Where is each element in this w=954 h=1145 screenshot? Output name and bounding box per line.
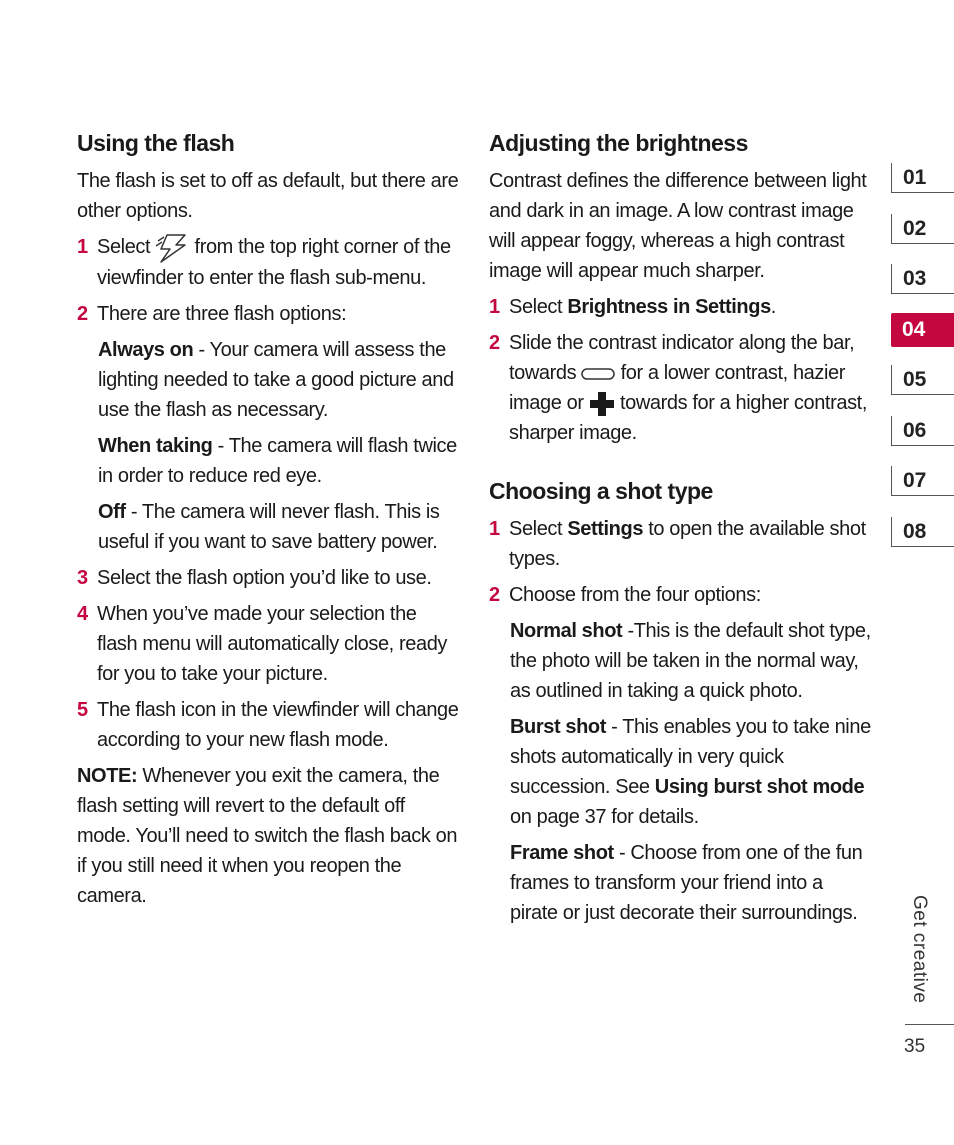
shot-option-normal: Normal shot -This is the default shot type, the photo will be taken in the normal way, as outlined in taking a quick photo. (510, 620, 871, 702)
brightness-step-1: 1 Select Brightness in Settings. (489, 292, 874, 322)
flash-step-5 (77, 695, 459, 755)
flash-step-1 (77, 232, 459, 293)
step-number: 2 (489, 332, 501, 354)
step-number: 1 (77, 236, 89, 258)
chapter-tab-04[interactable]: 04 (891, 313, 954, 347)
brightness-intro: Contrast defines the difference between light and dark in an image. A low contrast image will appear foggy, whereas a high contrast image will appear much sharper. (489, 170, 867, 282)
chapter-tab-05[interactable]: 05 (891, 365, 954, 395)
shot-option-burst: Burst shot - This enables you to take nine shots automatically in very quick succession. See Using burst shot mode on page 37 for details. (510, 716, 871, 828)
flash-option-always-on: Always on - Your camera will assess the lighting needed to take a good picture and use the flash as necessary. (98, 338, 454, 421)
flash-step-4 (77, 599, 459, 689)
right-column (489, 128, 874, 934)
left-column (77, 128, 459, 917)
step-text: from the top right corner of the viewfinder to enter the flash sub-menu. (97, 236, 451, 289)
step-text: Select the flash option you’d like to use. (97, 566, 432, 589)
flash-intro: The flash is set to off as default, but there are other options. (77, 170, 459, 222)
step-number: 1 (489, 296, 501, 318)
chapter-tab-08[interactable]: 08 (891, 517, 954, 547)
chapter-tab-03[interactable]: 03 (891, 264, 954, 294)
flash-option-off: Off - The camera will never flash. This is useful if you want to save battery power. (98, 500, 440, 553)
step-text: Select (97, 236, 151, 258)
shot-step-1: 1 Select Settings to open the available shot types. (489, 514, 874, 574)
flash-step-2 (77, 299, 459, 329)
step-number: 5 (77, 698, 89, 721)
step-number: 2 (489, 584, 501, 606)
minus-bar-icon (581, 367, 615, 381)
shot-option-frame: Frame shot - Choose from one of the fun frames to transform your friend into a pirate or just decorate their surroundings. (510, 842, 863, 924)
step-text: When you’ve made your selection the flash menu will automatically close, ready for you to take your picture. (97, 602, 448, 685)
step-number: 4 (77, 602, 89, 625)
step-text: Choose from the four options: (509, 584, 761, 606)
step-number: 2 (77, 302, 89, 325)
plus-icon (589, 391, 615, 417)
chapter-tab-07[interactable]: 07 (891, 466, 954, 496)
shot-step-2 (489, 580, 874, 610)
step-text: There are three flash options: (97, 302, 347, 325)
section-heading-brightness: Adjusting the brightness (489, 130, 748, 156)
chapter-tab-01[interactable]: 01 (891, 163, 954, 193)
chapter-tab-06[interactable]: 06 (891, 416, 954, 446)
step-number: 1 (489, 518, 501, 540)
step-text: The flash icon in the viewfinder will change according to your new flash mode. (97, 698, 459, 751)
divider (905, 1024, 954, 1025)
flash-icon (155, 233, 189, 263)
chapter-tabs (891, 163, 954, 567)
section-heading-shot-type: Choosing a shot type (489, 478, 713, 504)
section-label: Get creative (909, 895, 930, 1004)
page-number: 35 (904, 1036, 926, 1057)
flash-option-when-taking: When taking - The camera will flash twice in order to reduce red eye. (98, 434, 457, 487)
flash-note: NOTE: Whenever you exit the camera, the flash setting will revert to the default off mode. You’ll need to switch the flash back on if you still need it when you reopen the camera. (77, 764, 458, 907)
section-heading-flash: Using the flash (77, 130, 235, 156)
flash-step-3 (77, 563, 459, 593)
brightness-step-2: 2 Slide the contrast indicator along the bar, towards for a lower contrast, hazier image or towards for a higher contrast, sharper image. (489, 328, 874, 448)
chapter-tab-02[interactable]: 02 (891, 214, 954, 244)
step-number: 3 (77, 566, 89, 589)
